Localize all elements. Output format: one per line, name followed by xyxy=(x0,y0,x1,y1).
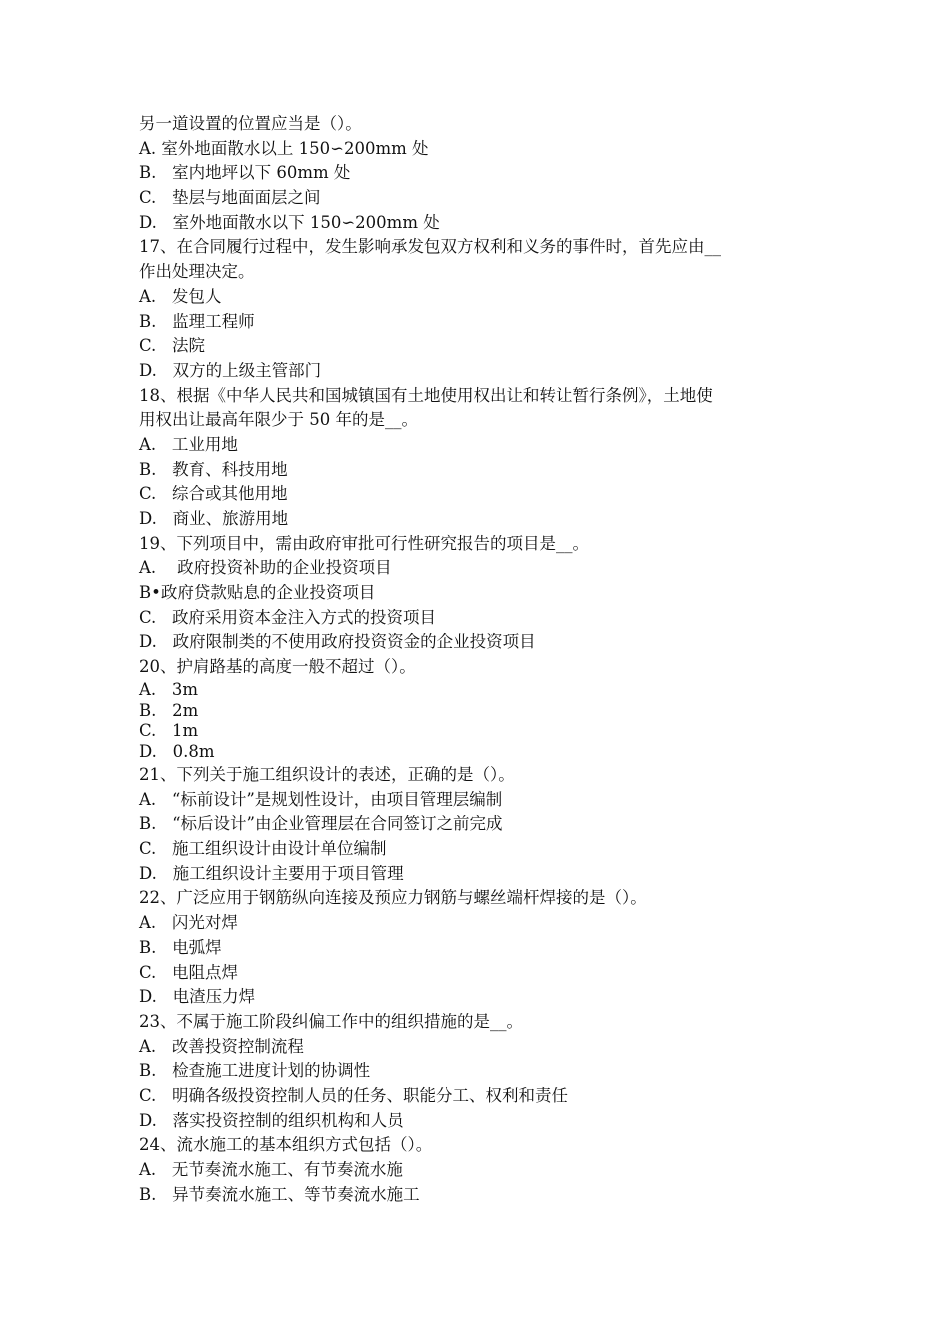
option-line: A. 无节奏流水施工、有节奏流水施 xyxy=(139,1160,403,1179)
option-line: A. 室外地面散水以上 150∽200mm 处 xyxy=(139,138,429,158)
option-line: D. 施工组织设计主要用于项目管理 xyxy=(139,863,404,883)
question-20: 20、护肩路基的高度一般不超过（）。 xyxy=(139,657,416,677)
question-19: 19、下列项目中，需由政府审批可行性研究报告的项目是__。 xyxy=(139,533,589,553)
text-line: 用权出让最高年限少于 50 年的是__。 xyxy=(139,410,418,430)
option-line: D. 室外地面散水以下 150∽200mm 处 xyxy=(139,212,440,232)
document-body xyxy=(139,112,819,1207)
option-line: A. 改善投资控制流程 xyxy=(139,1036,304,1056)
text-line: 另一道设置的位置应当是（）。 xyxy=(139,114,362,133)
option-line: B•政府贷款贴息的企业投资项目 xyxy=(139,583,376,603)
question-18: 18、根据《中华人民共和国城镇国有土地使用权出让和转让暂行条例》，土地使 xyxy=(139,385,713,405)
option-line: B. 室内地坪以下 60mm 处 xyxy=(139,163,351,183)
option-line: B. 2m xyxy=(139,700,199,720)
option-line: B. 电弧焊 xyxy=(139,937,222,957)
question-21: 21、下列关于施工组织设计的表述，正确的是（）。 xyxy=(139,765,515,784)
option-line: D. 政府限制类的不使用政府投资资金的企业投资项目 xyxy=(139,632,536,652)
option-line: D. 0.8m xyxy=(139,742,215,762)
option-line: C. 法院 xyxy=(139,336,206,356)
option-line: A. 发包人 xyxy=(139,286,222,306)
option-line: C. 政府采用资本金注入方式的投资项目 xyxy=(139,607,437,627)
option-line: C. 综合或其他用地 xyxy=(139,484,288,504)
question-22: 22、广泛应用于钢筋纵向连接及预应力钢筋与螺丝端杆焊接的是（）。 xyxy=(139,888,647,908)
option-line: A. 工业用地 xyxy=(139,434,238,454)
option-line: A. 闪光对焊 xyxy=(139,913,238,933)
option-line: C. 明确各级投资控制人员的任务、职能分工、权利和责任 xyxy=(139,1085,569,1105)
question-23: 23、不属于施工阶段纠偏工作中的组织措施的是__。 xyxy=(139,1011,523,1031)
question-17: 17、在合同履行过程中，发生影响承发包双方权利和义务的事件时，首先应由__ xyxy=(139,237,721,257)
option-line: B. 监理工程师 xyxy=(139,311,255,331)
option-line: D. 双方的上级主管部门 xyxy=(139,360,322,380)
question-24: 24、流水施工的基本组织方式包括（）。 xyxy=(139,1135,433,1155)
option-line: C. 电阻点焊 xyxy=(139,962,239,982)
option-line: A. 3m xyxy=(139,679,199,699)
option-line: B. “标后设计”由企业管理层在合同签订之前完成 xyxy=(139,814,503,834)
option-line: A. “标前设计”是规划性设计，由项目管理层编制 xyxy=(139,789,503,809)
option-line: D. 电渣压力焊 xyxy=(139,987,256,1007)
option-line: B. 检查施工进度计划的协调性 xyxy=(139,1061,371,1081)
option-line: D. 商业、旅游用地 xyxy=(139,509,289,528)
option-line: B. 教育、科技用地 xyxy=(139,459,288,479)
option-line: C. 施工组织设计由设计单位编制 xyxy=(139,839,387,859)
option-line: A. 政府投资补助的企业投资项目 xyxy=(139,558,392,578)
option-line: D. 落实投资控制的组织机构和人员 xyxy=(139,1110,404,1130)
option-line: C. 1m xyxy=(139,721,199,741)
option-line: B. 异节奏流水施工、等节奏流水施工 xyxy=(139,1184,420,1204)
text-line: 作出处理决定。 xyxy=(139,262,255,282)
option-line: C. 垫层与地面面层之间 xyxy=(139,188,321,208)
